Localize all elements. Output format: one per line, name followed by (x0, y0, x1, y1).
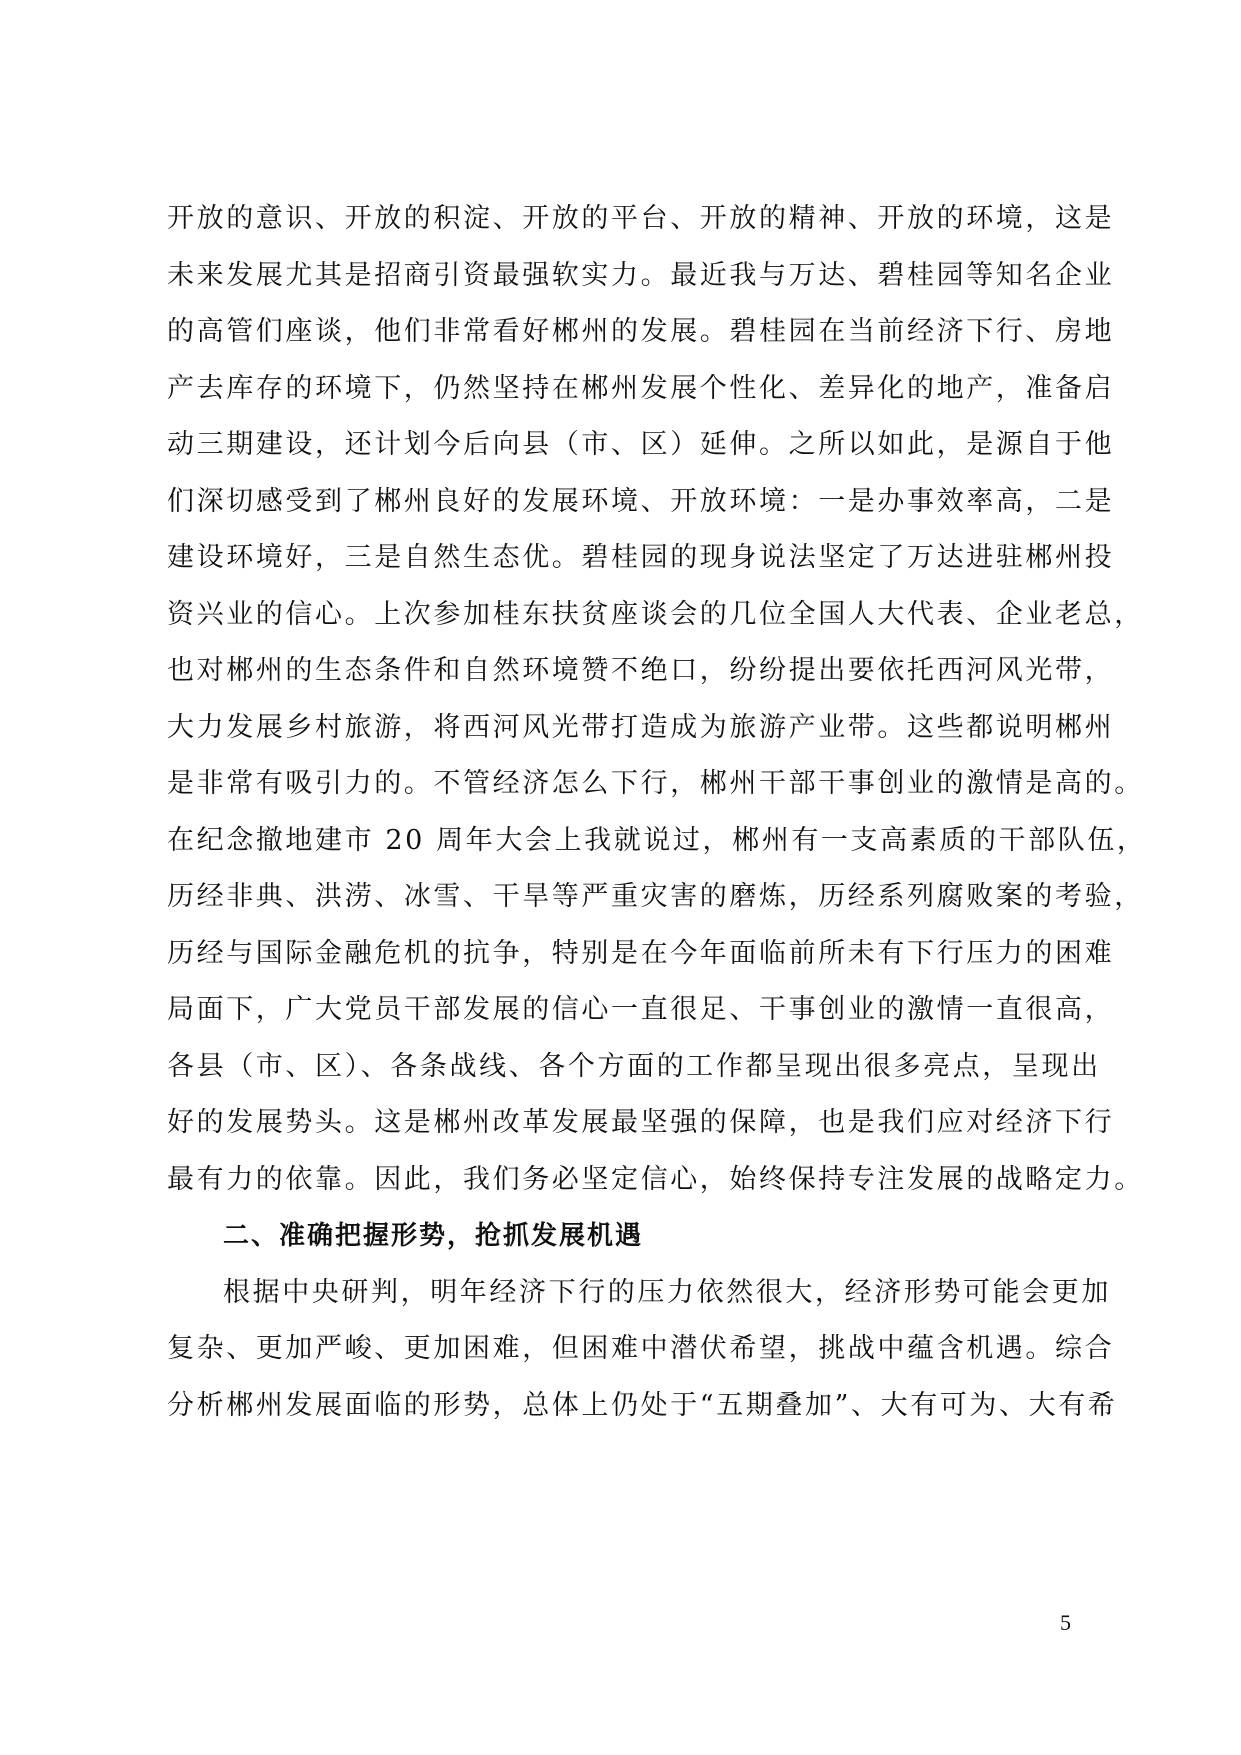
text-line: 局面下，广大党员干部发展的信心一直很足、干事创业的激情一直很高， (167, 994, 1115, 1025)
text-line: 最有力的依靠。因此，我们务必坚定信心，始终保持专注发展的战略定力。 (167, 1163, 1144, 1195)
text-line: 也对郴州的生态条件和自然环境赞不绝口，纷纷提出要依托西河风光带， (167, 655, 1115, 686)
section-heading: 二、准确把握形势，抢抓发展机遇 (223, 1221, 644, 1251)
text-line: 各县（市、区）、各条战线、各个方面的工作都呈现出很多亮点，呈现出 (167, 1050, 1101, 1082)
text-line: 的高管们座谈，他们非常看好郴州的发展。碧桂园在当前经济下行、房地 (167, 316, 1115, 347)
text-line: 历经非典、洪涝、冰雪、干旱等严重灾害的磨炼，历经系列腐败案的考验， (167, 881, 1144, 912)
text-line: 好的发展势头。这是郴州改革发展最坚强的保障，也是我们应对经济下行 (167, 1107, 1115, 1138)
page-number: 5 (1060, 1610, 1071, 1635)
text-line: 分析郴州发展面临的形势，总体上仍处于“五期叠加”、大有可为、大有希 (167, 1389, 1118, 1421)
text-line: 大力发展乡村旅游，将西河风光带打造成为旅游产业带。这些都说明郴州 (167, 711, 1115, 743)
text-line: 是非常有吸引力的。不管经济怎么下行，郴州干部干事创业的激情是高的。 (167, 768, 1144, 799)
text-line: 动三期建设，还计划今后向县（市、区）延伸。之所以如此，是源自于他 (167, 429, 1115, 460)
text-line: 历经与国际金融危机的抗争，特别是在今年面临前所未有下行压力的困难 (167, 937, 1115, 969)
text-line: 复杂、更加严峻、更加困难，但困难中潜伏希望，挑战中蕴含机遇。综合 (167, 1333, 1115, 1364)
text-line: 产去库存的环境下，仍然坚持在郴州发展个性化、差异化的地产，准备启 (167, 372, 1115, 404)
text-line: 开放的意识、开放的积淀、开放的平台、开放的精神、开放的环境，这是 (167, 203, 1115, 234)
text-line: 们深切感受到了郴州良好的发展环境、开放环境：一是办事效率高，二是 (167, 485, 1115, 517)
body-text (167, 191, 1147, 1434)
text-line: 建设环境好，三是自然生态优。碧桂园的现身说法坚定了万达进驻郴州投 (167, 542, 1115, 573)
text-line: 根据中央研判，明年经济下行的压力依然很大，经济形势可能会更加 (223, 1276, 1111, 1308)
text-line: 资兴业的信心。上次参加桂东扶贫座谈会的几位全国人大代表、企业老总， (167, 598, 1144, 630)
text-line: 在纪念撤地建市 20 周年大会上我就说过，郴州有一支高素质的干部队伍， (167, 824, 1147, 856)
text-line: 未来发展尤其是招商引资最强软实力。最近我与万达、碧桂园等知名企业 (167, 259, 1115, 291)
